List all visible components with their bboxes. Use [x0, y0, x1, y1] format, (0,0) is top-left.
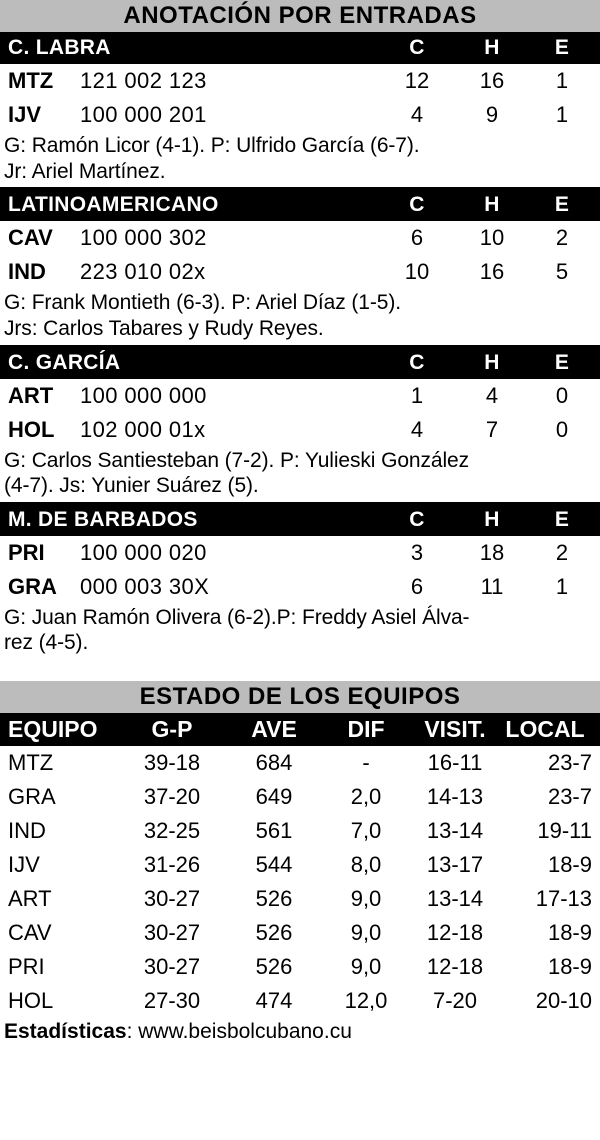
standings-ave: 474: [255, 988, 293, 1014]
standings-team: HOL: [8, 988, 54, 1014]
game-header: [0, 189, 600, 221]
game-note-line: Jr: Ariel Martínez.: [4, 159, 166, 183]
standings-local: 17-13: [535, 886, 592, 912]
game-notes: [0, 132, 600, 187]
standings-gp: 30-27: [143, 920, 201, 946]
table-row: [0, 950, 600, 984]
game-header: [0, 347, 600, 379]
hits-value: 9: [485, 102, 499, 128]
standings-gp: 39-18: [143, 750, 201, 776]
standings-header-visit: VISIT.: [424, 716, 486, 743]
runs-value: 4: [410, 102, 424, 128]
standings-dif: 9,0: [350, 920, 382, 946]
standings-dif: 9,0: [350, 954, 382, 980]
runs-value: 4: [410, 416, 424, 442]
standings-ave: 561: [255, 818, 293, 844]
game-note-line: G: Ramón Licor (4-1). P: Ulfrido García (6-7).: [4, 134, 420, 158]
linescore-row: [0, 255, 600, 289]
hits-value: 16: [479, 68, 505, 94]
innings-line: 000 003 30X: [80, 573, 210, 599]
column-header-e: E: [554, 36, 570, 60]
runs-value: 10: [404, 259, 430, 285]
game-header: [0, 32, 600, 64]
game-block: [0, 189, 600, 344]
hits-value: 10: [479, 225, 505, 251]
table-row: [0, 814, 600, 848]
game-notes: [0, 604, 600, 659]
standings-gp: 30-27: [143, 886, 201, 912]
hits-value: 11: [480, 573, 504, 599]
standings-local: 19-11: [537, 818, 592, 844]
column-header-e: E: [554, 350, 570, 374]
standings-dif: 12,0: [344, 988, 388, 1014]
hits-value: 7: [485, 416, 499, 442]
hits-value: 16: [479, 259, 505, 285]
column-header-c: C: [409, 193, 425, 217]
game-note-line: rez (4-5).: [4, 631, 89, 655]
standings-header-local: LOCAL: [505, 716, 585, 743]
standings-header-dif: DIF: [347, 716, 385, 743]
errors-value: 2: [555, 539, 569, 565]
standings-team: PRI: [8, 954, 45, 980]
column-header-h: H: [484, 193, 500, 217]
linescore-row: [0, 536, 600, 570]
standings-ave: 526: [255, 920, 293, 946]
innings-line: 100 000 020: [80, 539, 207, 565]
stadium-name: M. DE BARBADOS: [8, 507, 198, 531]
standings-visit: 12-18: [426, 920, 484, 946]
game-header: [0, 504, 600, 536]
source-separator: :: [126, 1020, 139, 1044]
standings-header-ave: AVE: [251, 716, 297, 743]
standings-dif: 9,0: [350, 886, 382, 912]
errors-value: 2: [555, 225, 569, 251]
team-code: IND: [8, 259, 46, 285]
source-footer: [0, 1018, 600, 1044]
game-block: [0, 504, 600, 659]
standings-ave: 649: [255, 784, 293, 810]
table-row: [0, 882, 600, 916]
section-spacer: [0, 659, 600, 681]
team-code: MTZ: [8, 68, 54, 94]
standings-visit: 13-14: [426, 886, 484, 912]
hits-value: 18: [479, 539, 505, 565]
innings-line: 100 000 302: [80, 225, 207, 251]
team-code: CAV: [8, 225, 53, 251]
standings-gp: 27-30: [143, 988, 201, 1014]
standings-local: 18-9: [547, 920, 592, 946]
linescore-row: [0, 98, 600, 132]
runs-value: 1: [410, 382, 424, 408]
standings-dif: -: [362, 750, 370, 776]
game-block: [0, 347, 600, 502]
linescore-row: [0, 64, 600, 98]
game-note-line: Jrs: Carlos Tabares y Rudy Reyes.: [4, 317, 324, 341]
errors-value: 1: [555, 573, 569, 599]
errors-value: 1: [555, 102, 569, 128]
standings-visit: 13-14: [426, 818, 484, 844]
linescore-row: [0, 413, 600, 447]
standings-team: MTZ: [8, 750, 54, 776]
table-row: [0, 984, 600, 1018]
linescore-row: [0, 221, 600, 255]
game-block: [0, 32, 600, 187]
table-row: [0, 916, 600, 950]
column-header-h: H: [484, 507, 500, 531]
innings-line: 100 000 000: [80, 382, 207, 408]
standings-ave: 684: [255, 750, 293, 776]
standings-visit: 13-17: [426, 852, 484, 878]
standings-gp: 31-26: [143, 852, 201, 878]
hits-value: 4: [485, 382, 499, 408]
standings-gp: 37-20: [143, 784, 201, 810]
column-header-c: C: [409, 507, 425, 531]
standings-visit: 14-13: [426, 784, 484, 810]
standings-visit: 16-11: [427, 750, 483, 776]
column-header-c: C: [409, 350, 425, 374]
runs-value: 6: [410, 225, 424, 251]
standings-ave: 544: [255, 852, 293, 878]
runs-value: 6: [410, 573, 424, 599]
column-header-e: E: [554, 507, 570, 531]
standings-local: 18-9: [547, 954, 592, 980]
standings-gp: 32-25: [143, 818, 201, 844]
standings-ave: 526: [255, 954, 293, 980]
table-row: [0, 746, 600, 780]
standings-header-row: [0, 713, 600, 746]
column-header-h: H: [484, 350, 500, 374]
standings-team: ART: [8, 886, 52, 912]
team-code: PRI: [8, 539, 45, 565]
table-row: [0, 780, 600, 814]
errors-value: 0: [555, 382, 569, 408]
linescore-row: [0, 379, 600, 413]
stadium-name: LATINOAMERICANO: [8, 193, 219, 217]
game-note-line: G: Frank Montieth (6-3). P: Ariel Díaz (1-5).: [4, 291, 401, 315]
game-notes: [0, 289, 600, 344]
standings-title: ESTADO DE LOS EQUIPOS: [0, 681, 600, 713]
runs-value: 3: [410, 539, 424, 565]
innings-line: 223 010 02x: [80, 259, 206, 285]
standings-visit: 12-18: [426, 954, 484, 980]
standings-local: 18-9: [547, 852, 592, 878]
linescore-row: [0, 570, 600, 604]
errors-value: 5: [555, 259, 569, 285]
standings-gp: 30-27: [143, 954, 201, 980]
stadium-name: C. GARCÍA: [8, 350, 121, 374]
innings-line: 121 002 123: [80, 68, 207, 94]
standings-header-gp: G-P: [151, 716, 193, 743]
standings-visit: 7-20: [432, 988, 478, 1014]
game-note-line: G: Carlos Santiesteban (7-2). P: Yulieski González: [4, 448, 470, 472]
standings-dif: 8,0: [350, 852, 382, 878]
source-url: www.beisbolcubano.cu: [138, 1020, 352, 1044]
standings-local: 23-7: [547, 784, 592, 810]
standings-local: 20-10: [535, 988, 592, 1014]
innings-line: 100 000 201: [80, 102, 207, 128]
team-code: IJV: [8, 102, 42, 128]
table-row: [0, 848, 600, 882]
standings-local: 23-7: [547, 750, 592, 776]
standings-team: GRA: [8, 784, 56, 810]
standings-dif: 2,0: [350, 784, 382, 810]
column-header-h: H: [484, 36, 500, 60]
column-header-e: E: [554, 193, 570, 217]
game-note-line: (4-7). Js: Yunier Suárez (5).: [4, 474, 259, 498]
game-notes: [0, 447, 600, 502]
source-label: Estadísticas: [4, 1020, 127, 1044]
innings-line: 102 000 01x: [80, 416, 206, 442]
team-code: GRA: [8, 573, 57, 599]
game-note-line: G: Juan Ramón Olivera (6-2).P: Freddy Asiel Álva-: [4, 605, 470, 629]
stadium-name: C. LABRA: [8, 36, 111, 60]
errors-value: 0: [555, 416, 569, 442]
standings-ave: 526: [255, 886, 293, 912]
errors-value: 1: [555, 68, 569, 94]
standings-team: CAV: [8, 920, 52, 946]
column-header-c: C: [409, 36, 425, 60]
team-code: HOL: [8, 416, 55, 442]
runs-value: 12: [404, 68, 430, 94]
standings-dif: 7,0: [350, 818, 382, 844]
page-title: ANOTACIÓN POR ENTRADAS: [0, 0, 600, 32]
team-code: ART: [8, 382, 54, 408]
standings-header-team: EQUIPO: [8, 716, 98, 743]
standings-team: IND: [8, 818, 46, 844]
standings-team: IJV: [8, 852, 40, 878]
